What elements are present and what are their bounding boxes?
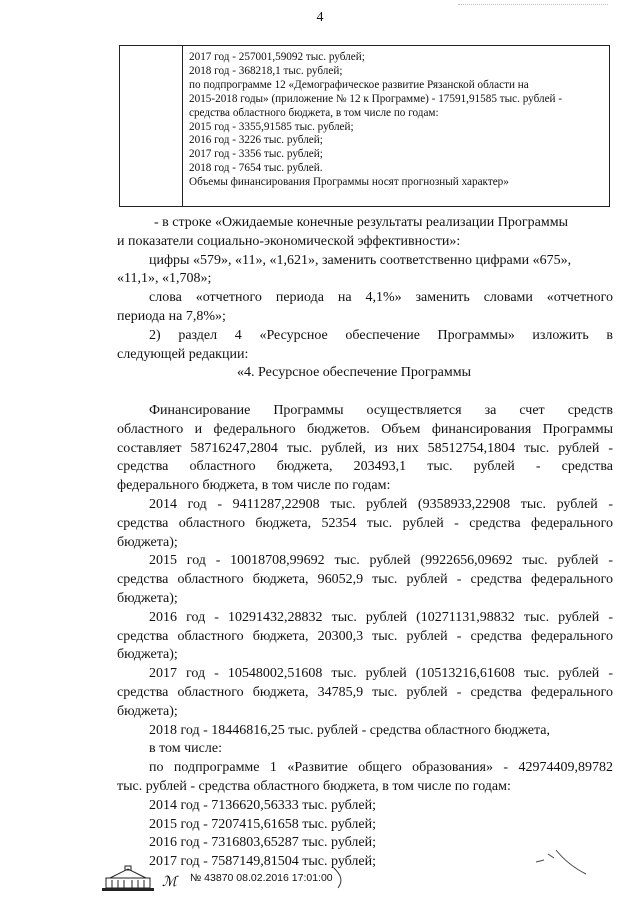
table-cell-text: [189, 51, 605, 190]
handwritten-mark-icon: [530, 840, 590, 880]
body-line: 2016 год - 10291432,28832 тыс. рублей (10271131,98832 тыс. рублей -: [149, 609, 613, 625]
body-line: 2) раздел 4 «Ресурсное обеспечение Программы» изложить в: [149, 327, 613, 343]
body-line: федерального бюджета, в том числе по годам:: [117, 478, 391, 494]
body-line: 2015 год - 7207415,61658 тыс. рублей;: [149, 816, 377, 832]
body-line: в том числе:: [149, 741, 222, 757]
document-body: [117, 214, 613, 872]
table-line: Объемы финансирования Программы носят прогнозный характер»: [189, 176, 509, 189]
body-line: средства областного бюджета, 20300,3 тыс. рублей - средства федерального: [117, 628, 613, 644]
table-line: 2015 год - 3355,91585 тыс. рублей;: [189, 120, 354, 133]
body-line: слова «отчетного периода на 4,1%» заменить словами «отчетного: [149, 290, 613, 306]
table-line: 2018 год - 7654 тыс. рублей.: [189, 162, 323, 175]
body-line: «4. Ресурсное обеспечение Программы: [237, 365, 472, 381]
body-line: 2014 год - 7136620,56333 тыс. рублей;: [149, 797, 377, 813]
body-line: средства областного бюджета, 203493,1 тыс. рублей - средства: [117, 459, 613, 475]
paragraph-gap: [117, 383, 613, 402]
body-line: средства областного бюджета, 96052,9 тыс. рублей - средства федерального: [117, 572, 613, 588]
svg-text:ℳ: ℳ: [162, 875, 177, 890]
body-line: по подпрограмме 1 «Развитие общего образования» - 42974409,89782: [149, 760, 613, 776]
table-line: средства областного бюджета, в том числе по годам:: [189, 106, 439, 119]
building-logo-icon: [100, 864, 180, 892]
body-line: цифры «579», «11», «1,621», заменить соответственно цифрами «675»,: [149, 252, 572, 268]
body-line: средства областного бюджета, 34785,9 тыс. рублей - средства федерального: [117, 684, 613, 700]
table-line: 2018 год - 368218,1 тыс. рублей;: [189, 64, 343, 77]
body-line: 2017 год - 10548002,51608 тыс. рублей (10513216,61608 тыс. рублей -: [149, 666, 613, 682]
registration-stamp: № 43870 08.02.2016 17:01:00: [190, 872, 333, 884]
table-line: по подпрограмме 12 «Демографическое развитие Рязанской области на: [189, 78, 529, 91]
body-line: 2018 год - 18446816,25 тыс. рублей - средства областного бюджета,: [149, 722, 551, 738]
body-line: и показатели социально-экономической эффективности»:: [117, 233, 461, 249]
table-line: 2015-2018 годы» (приложение № 12 к Программе) - 17591,91585 тыс. рублей -: [189, 92, 563, 105]
body-line: периода на 7,8%»;: [117, 308, 226, 324]
table-line: 2017 год - 257001,59092 тыс. рублей;: [189, 51, 365, 63]
body-line: бюджета);: [117, 703, 178, 719]
body-line: составляет 58716247,2804 тыс. рублей, из них 58512754,1804 тыс. рублей -: [117, 440, 613, 456]
body-line: областного и федерального бюджетов. Объем финансирования Программы: [117, 421, 613, 437]
body-line: - в строке «Ожидаемые конечные результаты реализации Программы: [154, 215, 568, 230]
table-line: 2017 год - 3356 тыс. рублей;: [189, 148, 323, 161]
body-line: 2014 год - 9411287,22908 тыс. рублей (9358933,22908 тыс. рублей -: [149, 496, 613, 512]
signature-mark-icon: [330, 864, 354, 892]
table-line: 2016 год - 3226 тыс. рублей;: [189, 134, 323, 147]
body-line: бюджета);: [117, 534, 178, 550]
body-line: бюджета);: [117, 590, 178, 606]
body-line: следующей редакции:: [117, 346, 249, 362]
body-line: 2016 год - 7316803,65287 тыс. рублей;: [149, 835, 377, 851]
table-column-divider: [182, 45, 183, 207]
body-line: бюджета);: [117, 647, 178, 663]
body-line: 2017 год - 7587149,81504 тыс. рублей;: [149, 854, 377, 870]
body-line: «11,1», «1,708»;: [117, 271, 212, 287]
body-line: Финансирование Программы осуществляется за счет средств: [149, 402, 613, 418]
page-number: 4: [316, 10, 324, 25]
body-line: 2015 год - 10018708,99692 тыс. рублей (9922656,09692 тыс. рублей -: [149, 553, 613, 569]
body-line: средства областного бюджета, 52354 тыс. рублей - средства федерального: [117, 515, 613, 531]
footer: [100, 864, 400, 894]
body-line: тыс. рублей - средства областного бюджета, в том числе по годам:: [117, 778, 511, 794]
